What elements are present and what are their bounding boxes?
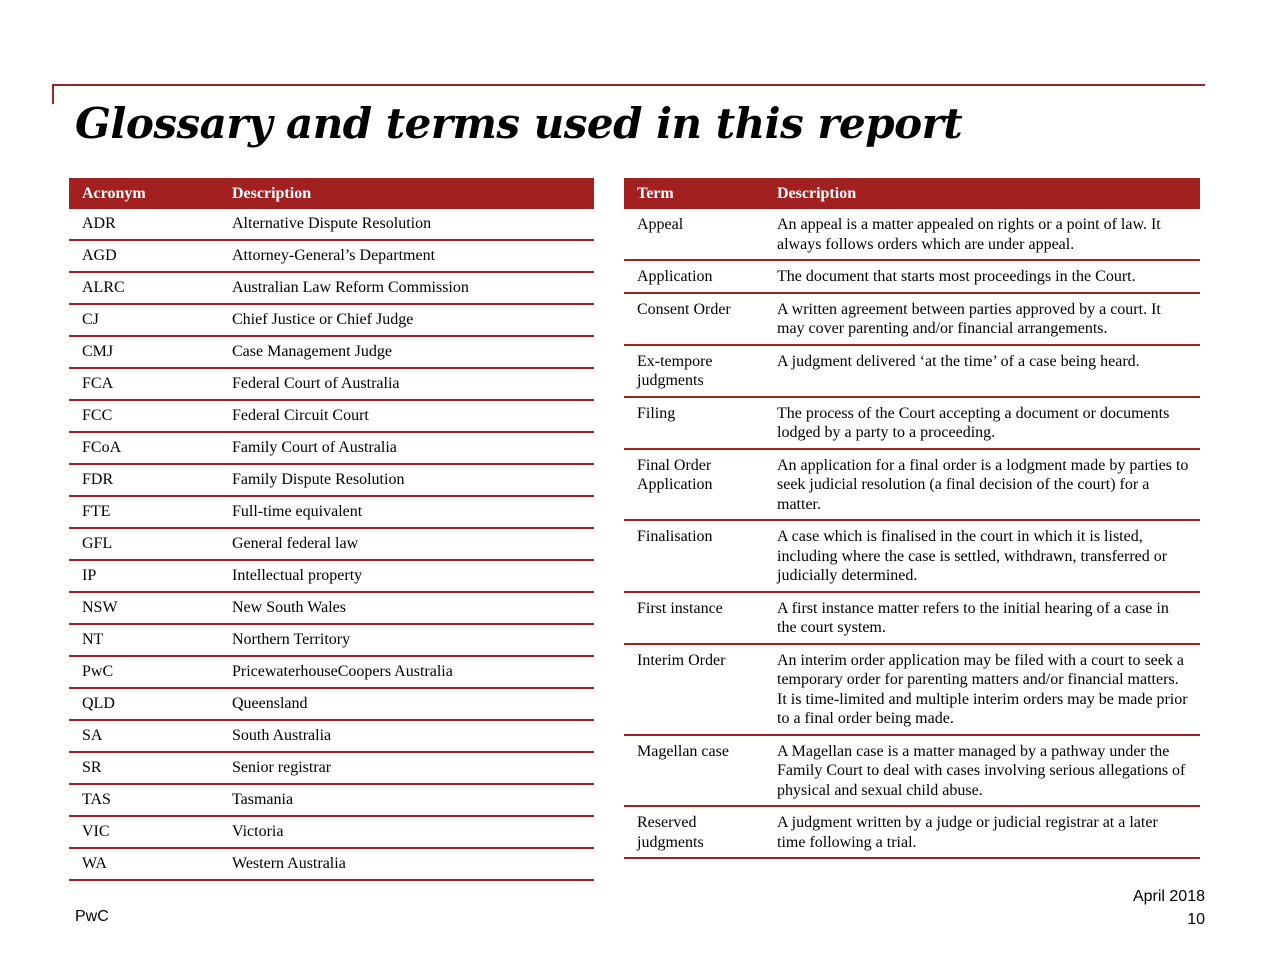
acronym-cell: FCC (69, 400, 219, 432)
acronym-description-cell: Intellectual property (219, 560, 594, 592)
description-column-header: Description (219, 178, 594, 209)
term-description-cell: A first instance matter refers to the initial hearing of a case in the court system. (764, 592, 1200, 644)
term-row (624, 397, 1200, 449)
acronym-table (69, 178, 594, 881)
acronym-cell: NSW (69, 592, 219, 624)
acronym-row (69, 272, 594, 304)
acronym-description-cell: Federal Circuit Court (219, 400, 594, 432)
acronym-cell: WA (69, 848, 219, 880)
description-column-header: Description (764, 178, 1200, 209)
acronym-row (69, 432, 594, 464)
term-row (624, 592, 1200, 644)
acronym-description-cell: New South Wales (219, 592, 594, 624)
acronym-row (69, 496, 594, 528)
acronym-description-cell: Case Management Judge (219, 336, 594, 368)
acronym-row (69, 656, 594, 688)
acronym-description-cell: Full-time equivalent (219, 496, 594, 528)
acronym-cell: PwC (69, 656, 219, 688)
footer-company: PwC (75, 908, 109, 925)
terms-table (624, 178, 1200, 859)
term-row (624, 520, 1200, 592)
acronym-cell: GFL (69, 528, 219, 560)
acronym-row (69, 592, 594, 624)
term-description-cell: An appeal is a matter appealed on rights or a point of law. It always follows orders which are under appeal. (764, 209, 1200, 260)
acronym-cell: VIC (69, 816, 219, 848)
acronym-cell: CJ (69, 304, 219, 336)
acronym-row (69, 528, 594, 560)
acronym-row (69, 400, 594, 432)
term-column-header: Term (624, 178, 764, 209)
acronym-row (69, 848, 594, 880)
acronym-row (69, 336, 594, 368)
title-frame-line (52, 84, 1205, 86)
acronym-row (69, 304, 594, 336)
term-row (624, 293, 1200, 345)
term-row (624, 449, 1200, 521)
terms-table-header (624, 178, 1200, 209)
acronym-description-cell: Western Australia (219, 848, 594, 880)
term-row (624, 260, 1200, 293)
acronym-row (69, 784, 594, 816)
term-cell: Appeal (624, 209, 764, 260)
term-cell: Final Order Application (624, 449, 764, 521)
footer-meta (1133, 885, 1205, 931)
acronym-cell: FTE (69, 496, 219, 528)
acronym-description-cell: PricewaterhouseCoopers Australia (219, 656, 594, 688)
acronym-row (69, 209, 594, 240)
term-description-cell: An interim order application may be filed with a court to seek a temporary order for parenting matters and/or financial matters. It is time-limited and multiple interim orders may be made prior to a final order being made. (764, 644, 1200, 735)
acronym-row (69, 368, 594, 400)
term-description-cell: A judgment written by a judge or judicial registrar at a later time following a trial. (764, 806, 1200, 858)
acronym-description-cell: Victoria (219, 816, 594, 848)
term-description-cell: The document that starts most proceedings in the Court. (764, 260, 1200, 293)
acronym-row (69, 752, 594, 784)
term-cell: Finalisation (624, 520, 764, 592)
acronym-row (69, 464, 594, 496)
term-cell: Ex-tempore judgments (624, 345, 764, 397)
footer-date: April 2018 (1132, 888, 1205, 905)
page-title: Glossary and terms used in this report (75, 99, 963, 148)
acronym-row (69, 816, 594, 848)
acronym-cell: TAS (69, 784, 219, 816)
acronym-row (69, 624, 594, 656)
term-row (624, 644, 1200, 735)
acronym-cell: SR (69, 752, 219, 784)
term-cell: Consent Order (624, 293, 764, 345)
term-cell: Magellan case (624, 735, 764, 807)
acronym-cell: ALRC (69, 272, 219, 304)
acronym-description-cell: South Australia (219, 720, 594, 752)
acronym-row (69, 720, 594, 752)
acronym-description-cell: Queensland (219, 688, 594, 720)
acronym-row (69, 560, 594, 592)
term-description-cell: A judgment delivered ‘at the time’ of a case being heard. (764, 345, 1200, 397)
term-description-cell: A case which is finalised in the court in which it is listed, including where the case is settled, withdrawn, transferred or judicially determined. (764, 520, 1200, 592)
term-description-cell: A written agreement between parties approved by a court. It may cover parenting and/or financial arrangements. (764, 293, 1200, 345)
acronym-cell: FCA (69, 368, 219, 400)
acronym-description-cell: Alternative Dispute Resolution (219, 209, 594, 240)
acronym-cell: ADR (69, 209, 219, 240)
acronym-description-cell: Attorney-General’s Department (219, 240, 594, 272)
acronym-description-cell: General federal law (219, 528, 594, 560)
term-cell: First instance (624, 592, 764, 644)
acronym-cell: FCoA (69, 432, 219, 464)
acronym-cell: AGD (69, 240, 219, 272)
term-cell: Application (624, 260, 764, 293)
acronym-row (69, 240, 594, 272)
term-description-cell: An application for a final order is a lodgment made by parties to seek judicial resolution (a final decision of the court) for a matter. (764, 449, 1200, 521)
acronym-description-cell: Federal Court of Australia (219, 368, 594, 400)
term-cell: Reserved judgments (624, 806, 764, 858)
acronym-row (69, 688, 594, 720)
term-cell: Filing (624, 397, 764, 449)
term-row (624, 345, 1200, 397)
acronym-cell: SA (69, 720, 219, 752)
acronym-cell: NT (69, 624, 219, 656)
acronym-cell: IP (69, 560, 219, 592)
term-row (624, 735, 1200, 807)
term-description-cell: The process of the Court accepting a document or documents lodged by a party to a proceeding. (764, 397, 1200, 449)
term-row (624, 209, 1200, 260)
acronym-cell: QLD (69, 688, 219, 720)
acronym-column-header: Acronym (69, 178, 219, 209)
page-number: 10 (1187, 911, 1205, 928)
term-cell: Interim Order (624, 644, 764, 735)
acronym-description-cell: Australian Law Reform Commission (219, 272, 594, 304)
acronym-description-cell: Chief Justice or Chief Judge (219, 304, 594, 336)
acronym-table-header (69, 178, 594, 209)
acronym-cell: CMJ (69, 336, 219, 368)
term-row (624, 806, 1200, 858)
acronym-description-cell: Family Court of Australia (219, 432, 594, 464)
acronym-description-cell: Tasmania (219, 784, 594, 816)
acronym-description-cell: Family Dispute Resolution (219, 464, 594, 496)
acronym-cell: FDR (69, 464, 219, 496)
acronym-description-cell: Northern Territory (219, 624, 594, 656)
title-frame-corner (52, 84, 54, 104)
acronym-description-cell: Senior registrar (219, 752, 594, 784)
term-description-cell: A Magellan case is a matter managed by a pathway under the Family Court to deal with cases involving serious allegations of physical and sexual child abuse. (764, 735, 1200, 807)
